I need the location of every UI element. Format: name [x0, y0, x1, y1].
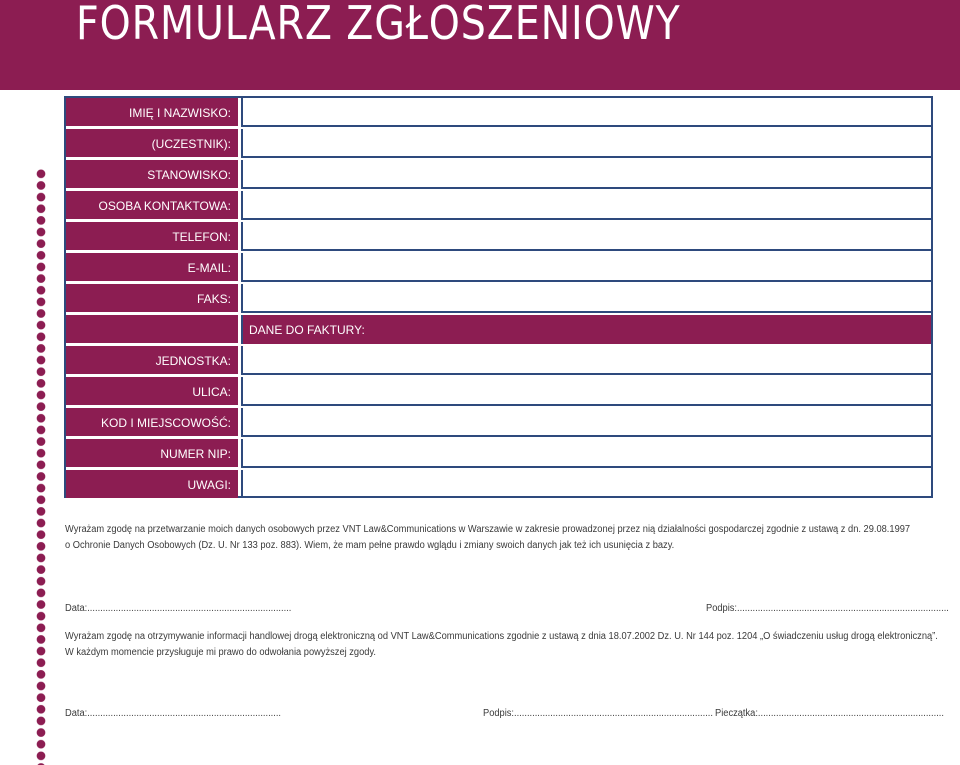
- form-row-fax: [66, 284, 931, 315]
- consent-text-line: Wyrażam zgodę na przetwarzanie moich danych osobowych przez VNT Law&Communications w Warszawie w zakresie prowadzonej przez nią działalności gospodarczej zgodnie z ustawą z dn. 29.08.1997: [65, 524, 911, 535]
- date-line-1[interactable]: Data:...............................................................................: [65, 603, 292, 614]
- field-label: E-MAIL:: [66, 253, 238, 282]
- form-row-street: [66, 377, 931, 408]
- street-field[interactable]: [241, 377, 931, 406]
- invoice-heading: DANE DO FAKTURY:: [241, 315, 931, 344]
- contact-person-field[interactable]: [241, 191, 931, 220]
- position-field[interactable]: [241, 160, 931, 189]
- field-label: KOD I MIEJSCOWOŚĆ:: [66, 408, 238, 437]
- data-processing-consent: [65, 522, 910, 554]
- registration-form: [64, 96, 933, 498]
- form-row-email: [66, 253, 931, 284]
- decorative-dot-column: [35, 168, 47, 765]
- email-field[interactable]: [241, 253, 931, 282]
- field-label: OSOBA KONTAKTOWA:: [66, 191, 238, 220]
- form-row-position: [66, 160, 931, 191]
- notes-field[interactable]: [241, 470, 931, 498]
- field-label: ULICA:: [66, 377, 238, 406]
- signature-line-2[interactable]: Podpis:.............................................................................: [483, 708, 713, 719]
- field-label: STANOWISKO:: [66, 160, 238, 189]
- postcode-city-field[interactable]: [241, 408, 931, 437]
- form-row-phone: [66, 222, 931, 253]
- field-label: JEDNOSTKA:: [66, 346, 238, 375]
- form-row-contact: [66, 191, 931, 222]
- nip-field[interactable]: [241, 439, 931, 468]
- field-label: (UCZESTNIK):: [66, 129, 238, 158]
- name-field[interactable]: [241, 98, 931, 127]
- form-row-nip: [66, 439, 931, 470]
- form-row-notes: [66, 470, 931, 498]
- section-label-blank: [66, 315, 238, 344]
- header-banner: [0, 0, 960, 90]
- consent-text-line: o Ochronie Danych Osobowych (Dz. U. Nr 133 poz. 883). Wiem, że mam pełne prawdo wglądu i zmiany swoich danych jak też ich usunięcia z bazy.: [65, 540, 675, 551]
- stamp-line[interactable]: Pieczątka:........................................................................: [715, 708, 944, 719]
- field-label: NUMER NIP:: [66, 439, 238, 468]
- field-label: FAKS:: [66, 284, 238, 313]
- form-row-participant: [66, 129, 931, 160]
- consent-text-line: Wyrażam zgodę na otrzymywanie informacji handlowej drogą elektroniczną od VNT Law&Communications zgodnie z ustawą z dnia 18.07.2002 Dz. U. Nr 144 poz. 1204 „O świadczeniu usług drogą elektroniczną”.: [65, 631, 938, 642]
- field-label: UWAGI:: [66, 470, 238, 498]
- consent-text-line: W każdym momencie przysługuje mi prawo do odwołania powyższej zgody.: [65, 647, 376, 658]
- form-row-name: [66, 98, 931, 129]
- form-row-postcode: [66, 408, 931, 439]
- phone-field[interactable]: [241, 222, 931, 251]
- date-line-2[interactable]: Data:...........................................................................: [65, 708, 282, 719]
- signature-line-1[interactable]: Podpis:..................................................................................: [706, 603, 949, 614]
- electronic-info-consent: [65, 629, 938, 661]
- unit-field[interactable]: [241, 346, 931, 375]
- invoice-section-header: [66, 315, 931, 346]
- page-title: FORMULARZ ZGŁOSZENIOWY: [76, 0, 681, 50]
- participant-field[interactable]: [241, 129, 931, 158]
- field-label: IMIĘ I NAZWISKO:: [66, 98, 238, 127]
- field-label: TELEFON:: [66, 222, 238, 251]
- fax-field[interactable]: [241, 284, 931, 313]
- form-row-unit: [66, 346, 931, 377]
